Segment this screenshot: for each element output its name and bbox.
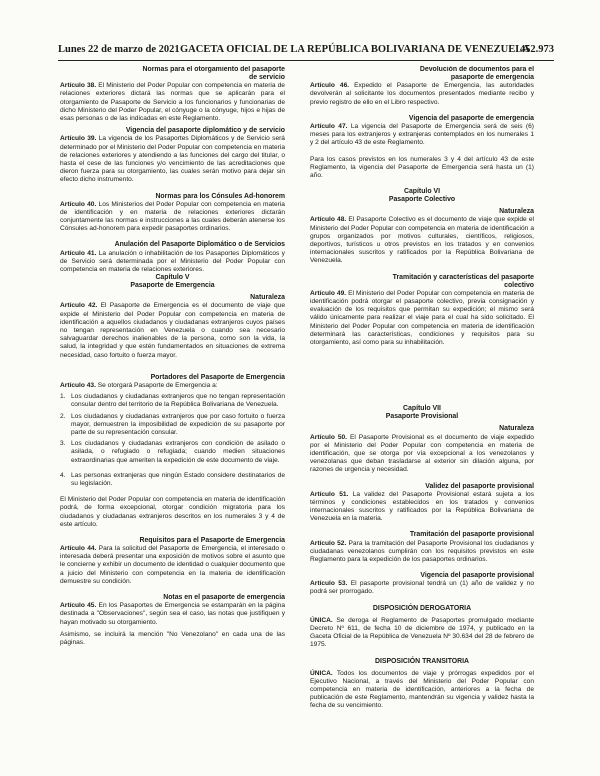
article-43 bbox=[60, 382, 285, 390]
article-text: Expedido el Pasaporte de Emergencia, las autoridades devolverán al solicitante los documentos presentados mediante recibo y previo registro de ello en el Libro respectivo. bbox=[310, 82, 534, 106]
section-heading: Normas para el otorgamiento del pasaporte de servicio bbox=[142, 66, 285, 82]
article-label: Artículo 52. bbox=[310, 539, 347, 547]
article-label: Artículo 50. bbox=[310, 433, 348, 441]
article-46 bbox=[310, 82, 534, 107]
article-48 bbox=[310, 216, 534, 265]
article-label: Artículo 45. bbox=[60, 602, 97, 610]
list-item-number: 3. bbox=[60, 440, 66, 448]
article-51 bbox=[310, 491, 534, 524]
section-heading: Vigencia del pasaporte provisional bbox=[420, 572, 534, 580]
article-text: Para la solicitud del Pasaporte de Emergencia, el interesado o interesada deberá presentar una exposición de motivos sobre el asunto que le concierne y exhibir un documento de identidad o cualquier documento que a juicio del Ministerio con competencia en la materia de identificación demuestre su condición. bbox=[60, 545, 285, 585]
article-label: Artículo 53. bbox=[310, 580, 348, 588]
article-label: Artículo 48. bbox=[310, 216, 347, 224]
chapter-title: Capítulo V bbox=[155, 274, 190, 282]
transitory-disposition bbox=[310, 670, 534, 711]
list-item-text: Los ciudadanos y ciudadanas extranjeros con condición de asilado o asilada, o refugiado o refugiada; cuando medien situaciones extraordinarias que ameriten la expedición de este documento de viaje. bbox=[71, 440, 285, 464]
article-49 bbox=[310, 290, 534, 347]
article-label: ÚNICA. bbox=[310, 616, 333, 624]
article-45 bbox=[60, 602, 285, 627]
article-text: Para la tramitación del Pasaporte Provisional los ciudadanos y ciudadanas venezolanos cumplirán con los requisitos previstos en este Reglamento para la expedición de los pasaportes ordinarios. bbox=[310, 539, 534, 563]
article-47-closing: Para los casos previstos en los numerales 3 y 4 del artículo 43 de este Reglamento, la vigencia del Pasaporte de Emergencia será hasta un (1) año. bbox=[310, 155, 534, 179]
article-text: El Pasaporte Colectivo es el documento de viaje que expide el Ministerio del Poder Popular con competencia en materia de identificación a grupos organizados por motivos culturales, científicos, religiosos, deportivos, turísticos u otros previstos en los tratados y en convenios internacionales suscritos y ratificados por la República Bolivariana de Venezuela. bbox=[310, 216, 534, 265]
list-item-number: 1. bbox=[60, 393, 66, 401]
article-47 bbox=[310, 123, 534, 148]
article-label: Artículo 40. bbox=[60, 200, 97, 208]
article-text: La validez del Pasaporte Provisional estará sujeta a los términos y condiciones establecidos en los tratados y convenios internacionales suscritos y ratificados por la República Bolivariana de Venezuela en la materia. bbox=[310, 490, 534, 523]
section-heading: Notas en el pasaporte de emergencia bbox=[163, 594, 285, 602]
page-header bbox=[58, 44, 554, 61]
header-gazette-title: GACETA OFICIAL DE LA REPÚBLICA BOLIVARIANA DE VENEZUELA bbox=[180, 44, 530, 55]
disposition-title: DISPOSICIÓN DEROGATORIA bbox=[372, 604, 472, 612]
article-40 bbox=[60, 201, 285, 234]
section-heading: Vigencia del pasaporte diplomático y de servicio bbox=[125, 127, 285, 135]
list-item-number: 4. bbox=[60, 471, 66, 479]
article-text: La vigencia de los Pasaportes Diplomáticos y de Servicio será determinado por el Ministerio del Poder Popular con competencia en materia de relaciones exteriores y atendiendo a las funciones del cargo del titular, o hasta el cese de las funciones y/o vencimiento de las acreditaciones que dieron fuerza para su otorgamiento, las cuales serán motivo para dejar sin efecto dicho instrumento. bbox=[60, 135, 285, 184]
article-text: Se deroga el Reglamento de Pasaportes promulgado mediante Decreto Nº 611, de fecha 10 de diciembre de 1974, y publicado en la Gaceta Oficial de la República de Venezuela Nº 30.634 del 28 de febrero de 1975. bbox=[310, 616, 534, 649]
article-label: ÚNICA. bbox=[310, 669, 333, 677]
section-heading: Naturaleza bbox=[250, 294, 285, 302]
article-42 bbox=[60, 302, 285, 359]
chapter-title: Capítulo VII bbox=[403, 405, 441, 413]
article-text: Los Ministerios del Poder Popular con competencia en materia de identificación y en materia de relaciones exteriores dictarán conjuntamente las normas e instrucciones a las cuales deberán atenerse los Cónsules ad-honorem para expedir pasaportes ordinarios. bbox=[60, 200, 285, 233]
article-text: La anulación o inhabilitación de los Pasaportes Diplomáticos y de Servicio será determinada por el Ministerio del Poder Popular con competencia en materia de relaciones exteriores. bbox=[60, 249, 285, 273]
derogatory-disposition bbox=[310, 617, 534, 650]
article-label: Artículo 42. bbox=[60, 302, 98, 310]
article-label: Artículo 39. bbox=[60, 135, 97, 143]
header-date: Lunes 22 de marzo de 2021 bbox=[58, 44, 180, 55]
article-38 bbox=[60, 82, 285, 123]
article-text: En los Pasaportes de Emergencia se estamparán en la página destinada a "Observaciones", según sea el caso, las notas que justifiquen y hayan motivado su otorgamiento. bbox=[60, 602, 285, 626]
list-item-number: 2. bbox=[60, 412, 66, 420]
article-label: Artículo 49. bbox=[310, 289, 347, 297]
section-heading: Vigencia del pasaporte de emergencia bbox=[408, 114, 534, 122]
article-label: Artículo 47. bbox=[310, 122, 348, 130]
section-heading: Naturaleza bbox=[499, 208, 534, 216]
disposition-title: DISPOSICIÓN TRANSITORIA bbox=[374, 657, 470, 665]
chapter-subtitle: Pasaporte de Emergencia bbox=[130, 282, 215, 290]
list-item-text: Los ciudadanos y ciudadanas extranjeros que no tengan representación consular dentro del territorio de la República Bolivariana de Venezuela. bbox=[71, 393, 285, 409]
article-label: Artículo 46. bbox=[310, 82, 350, 90]
article-text: El Ministerio del Poder Popular con competencia en materia de relaciones exteriores dictará las normas que se aplicarán para el otorgamiento de Pasaporte de Servicio a los funcionarios y funcionarias de dicho Ministerio del Poder Popular, el cónyuge o la cónyuge, hijos e hijas de esas personas o de las indicadas en este Reglamento. bbox=[60, 82, 285, 122]
article-50 bbox=[310, 434, 534, 475]
article-text: El Pasaporte de Emergencia es el documento de viaje que expide el Ministerio del Poder Popular con competencia en materia de identificación a aquellos ciudadanos y ciudadanas extranjeros cuyos países no tengan representación en Venezuela o cuando sea necesario salvaguardar derechos inalienables de la persona, como son la vida, la salud, la integridad y que estén fundamentados en situaciones de extrema necesidad, caso fortuito o fuerza mayor. bbox=[60, 302, 285, 359]
chapter-title: Capítulo VI bbox=[404, 188, 440, 196]
article-label: Artículo 51. bbox=[310, 490, 349, 498]
article-text: El Pasaporte Provisional es el documento de viaje expedido por el Ministerio del Poder Popular con competencia en materia de identificación, que se otorga por vía excepcional a los venezolanos y venezolanas que deban trasladarse al exterior sin dilación alguna, por razones de urgencia y necesidad. bbox=[310, 433, 534, 474]
article-52 bbox=[310, 540, 534, 565]
section-heading: Tramitación del pasaporte provisional bbox=[409, 531, 534, 539]
section-heading: Portadores del Pasaporte de Emergencia bbox=[150, 373, 285, 381]
list-item-text: Las personas extranjeras que ningún Estado considere destinatarios de su legislación. bbox=[71, 471, 285, 487]
section-heading: Normas para los Cónsules Ad-honorem bbox=[155, 192, 285, 200]
list-item bbox=[60, 472, 285, 488]
article-label: Artículo 44. bbox=[60, 545, 97, 553]
left-column bbox=[60, 66, 285, 771]
article-44 bbox=[60, 545, 285, 586]
article-41 bbox=[60, 250, 285, 275]
article-43-closing: El Ministerio del Poder Popular con competencia en materia de identificación podrá, de forma excepcional, otorgar condición migratoria para los ciudadanos y ciudadanas extranjeros descritos en los numerales 3 y 4 de este artículo. bbox=[60, 496, 285, 528]
article-label: Artículo 43. bbox=[60, 381, 96, 389]
article-label: Artículo 41. bbox=[60, 249, 97, 257]
list-item-text: Los ciudadanos y ciudadanas extranjeros que por caso fortuito o fuerza mayor, demuestren la imposibilidad de expedición de su pasaporte por parte de su representación consular. bbox=[71, 412, 285, 436]
section-heading: Anulación del Pasaporte Diplomático o de Servicios bbox=[114, 241, 285, 249]
list-item bbox=[60, 413, 285, 438]
article-39 bbox=[60, 135, 285, 184]
section-heading: Requisitos para el Pasaporte de Emergencia bbox=[139, 536, 285, 544]
article-label: Artículo 38. bbox=[60, 82, 97, 90]
section-heading: Validez del pasaporte provisional bbox=[425, 482, 534, 490]
chapter-subtitle: Pasaporte Provisional bbox=[385, 413, 459, 421]
section-heading: Tramitación y características del pasaporte colectivo bbox=[392, 273, 534, 289]
article-text: Todos los documentos de viaje y prórrogas expedidos por el Ejecutivo Nacional, a través del Ministerio del Poder Popular con competencia en materia de identificación, anteriores a la fecha de publicación de este Reglamento, mantendrán su vigencia y validez hasta la fecha de su vencimiento. bbox=[310, 669, 534, 710]
header-page-number: 452.973 bbox=[519, 44, 554, 55]
chapter-subtitle: Pasaporte Colectivo bbox=[388, 196, 456, 204]
section-heading: Naturaleza bbox=[499, 425, 534, 433]
article-text: La vigencia del Pasaporte de Emergencia será de seis (6) meses para los extranjeros y extranjeras contemplados en los numerales 1 y 2 del artículo 43 de este Reglamento. bbox=[310, 122, 534, 147]
list-item bbox=[60, 440, 285, 465]
article-text: Se otorgará Pasaporte de Emergencia a: bbox=[97, 381, 218, 389]
article-text: El Ministerio del Poder Popular con competencia en materia de identificación podrá otorgar el pasaporte colectivo, previa consignación y evaluación de los requisitos que permitan su expedición; el mismo será válido únicamente para realizar el viaje para el cual ha sido solicitado. El Ministerio del Poder Popular con competencia en materia de identificación determinará las características, condiciones y requisitos para su otorgamiento, así como para su inhabilitación. bbox=[310, 289, 534, 347]
right-column bbox=[310, 66, 534, 771]
article-text: El pasaporte provisional tendrá un (1) año de validez y no podrá ser prorrogado. bbox=[310, 580, 534, 596]
article-45-closing: Asimismo, se incluirá la mención "No Venezolano" en cada una de las páginas. bbox=[60, 630, 285, 646]
article-53 bbox=[310, 580, 534, 596]
list-item bbox=[60, 393, 285, 409]
section-heading: Devolución de documentos para el pasaporte de emergencia bbox=[419, 66, 534, 82]
